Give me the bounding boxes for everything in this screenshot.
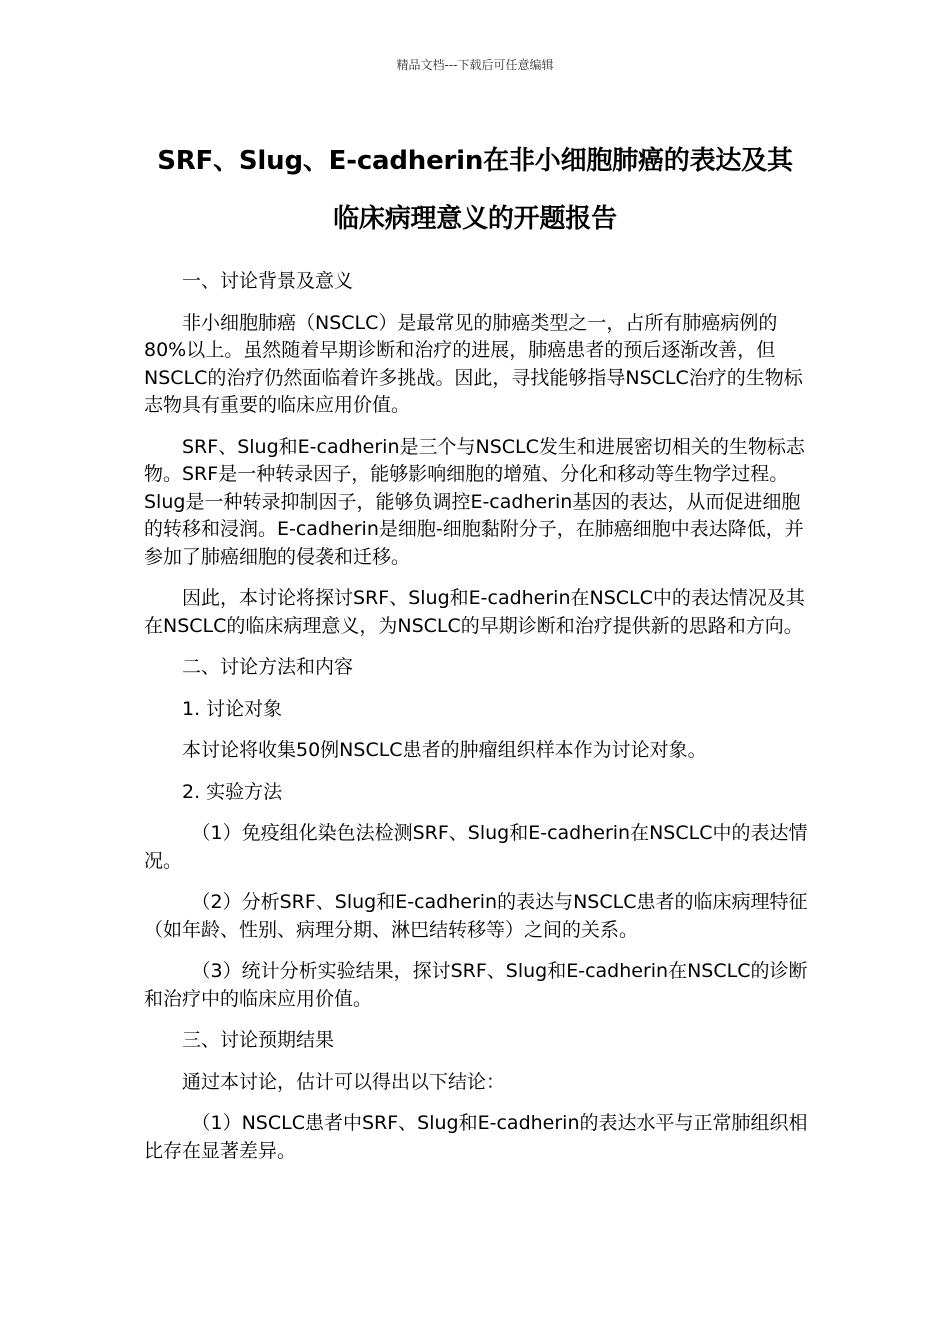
paragraph-expected-intro: 通过本讨论，估计可以得出以下结论： [182,1070,506,1093]
subheading-methods: 2. 实验方法 [182,780,283,803]
method-item-3: （3）统计分析实验结果，探讨SRF、Slug和E-cadherin在NSCLC的诊断和治疗中的临床应用价值。 [144,960,808,1010]
document-title [140,132,810,248]
paragraph-purpose: 因此，本讨论将探讨SRF、Slug和E-cadherin在NSCLC中的表达情况及其在NSCLC的临床病理意义，为NSCLC的早期诊断和治疗提供新的思路和方向。 [144,587,805,637]
title-line-2: 临床病理意义的开题报告 [333,204,617,234]
paragraph-subjects: 本讨论将收集50例NSCLC患者的肿瘤组织样本作为讨论对象。 [182,739,707,761]
expected-result-1: （1）NSCLC患者中SRF、Slug和E-cadherin的表达水平与正常肺组织相比存在显著差异。 [144,1112,808,1162]
section-heading-3: 三、讨论预期结果 [182,1029,335,1051]
subheading-subjects: 1. 讨论对象 [182,697,283,720]
method-item-2: （2）分析SRF、Slug和E-cadherin的表达与NSCLC患者的临床病理特征（如年龄、性别、病理分期、淋巴结转移等）之间的关系。 [144,891,808,941]
section-heading-1: 一、讨论背景及意义 [182,270,354,292]
paragraph-biomarkers: SRF、Slug和E-cadherin是三个与NSCLC发生和进展密切相关的生物标志物。SRF是一种转录因子，能够影响细胞的增殖、分化和移动等生物学过程。Slug是一种转录抑制因子，能够负调控E-cadherin基因的表达，从而促进细胞的转移和浸润。E-cadherin是细胞-细胞黏附分子，在肺癌细胞中表达降低，并参加了肺癌细胞的侵袭和迁移。 [144,435,805,568]
paragraph-nsclc-intro: 非小细胞肺癌（NSCLC）是最常见的肺癌类型之一，占所有肺癌病例的80%以上。虽然随着早期诊断和治疗的进展，肺癌患者的预后逐渐改善，但NSCLC的治疗仍然面临着许多挑战。因此，寻找能够指导NSCLC治疗的生物标志物具有重要的临床应用价值。 [144,311,803,416]
title-line-1: SRF、Slug、E-cadherin在非小细胞肺癌的表达及其 [157,146,793,176]
header-watermark: 精品文档---下载后可任意编辑 [396,58,554,72]
document-body [144,268,808,1179]
section-heading-2: 二、讨论方法和内容 [182,656,354,678]
method-item-1: （1）免疫组化染色法检测SRF、Slug和E-cadherin在NSCLC中的表达情况。 [144,822,808,872]
